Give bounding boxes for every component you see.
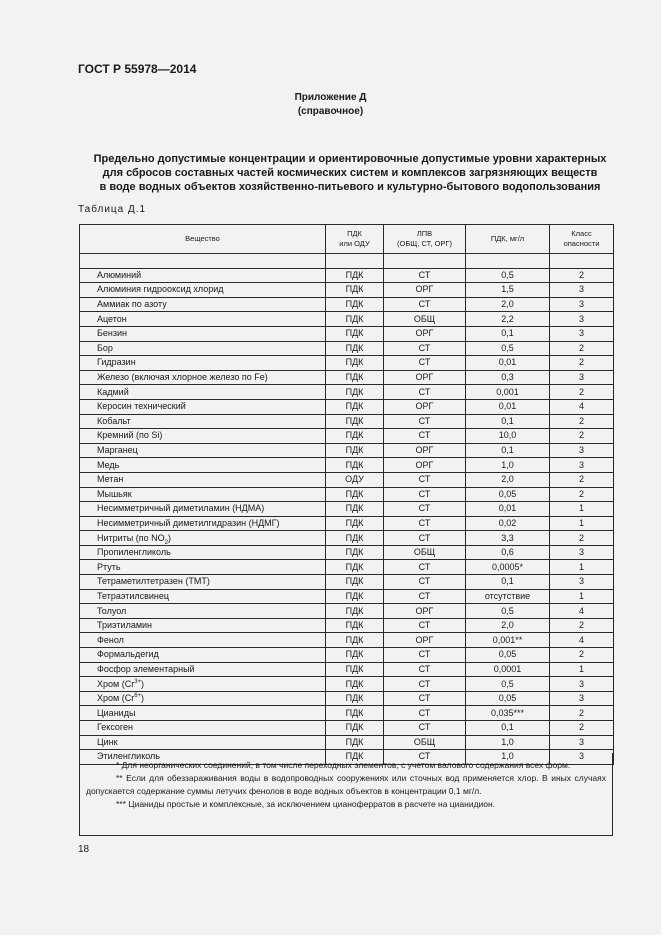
pdk-odu-cell: ПДК: [326, 283, 384, 298]
lpv-cell: ОБЩ: [384, 545, 466, 560]
pdk-odu-cell: ПДК: [326, 370, 384, 385]
lpv-cell: СТ: [384, 691, 466, 706]
pdk-value-cell: 0,5: [466, 677, 550, 692]
pdk-odu-cell: ПДК: [326, 502, 384, 517]
lpv-cell: СТ: [384, 618, 466, 633]
table-row: [80, 721, 614, 736]
hazard-class-cell: 2: [550, 721, 614, 736]
table-row: [80, 589, 614, 604]
pdk-value-cell: 0,1: [466, 575, 550, 590]
hazard-class-cell: 2: [550, 341, 614, 356]
pdk-value-cell: 10,0: [466, 429, 550, 444]
pdk-odu-cell: ПДК: [326, 575, 384, 590]
header-lpv: ЛПВ (ОБЩ, СТ, ОРГ): [384, 225, 466, 254]
substance-cell: Пропиленгликоль: [80, 545, 326, 560]
hazard-class-cell: 3: [550, 283, 614, 298]
header-pdk-mg: ПДК, мг/л: [466, 225, 550, 254]
hazard-class-cell: 3: [550, 575, 614, 590]
header-hazard-class: Класс опасности: [550, 225, 614, 254]
hazard-class-cell: 3: [550, 750, 614, 765]
substance-cell: Гидразин: [80, 356, 326, 371]
hazard-class-cell: 2: [550, 487, 614, 502]
pdk-value-cell: 2,0: [466, 472, 550, 487]
table-row: [80, 575, 614, 590]
pdk-value-cell: 0,6: [466, 545, 550, 560]
substance-cell: Цинк: [80, 735, 326, 750]
pdk-odu-cell: ПДК: [326, 385, 384, 400]
pdk-odu-cell: ПДК: [326, 356, 384, 371]
pdk-value-cell: 0,01: [466, 502, 550, 517]
substance-cell: Гексоген: [80, 721, 326, 736]
pdk-odu-cell: ПДК: [326, 458, 384, 473]
table-row: [80, 633, 614, 648]
pdk-odu-cell: ПДК: [326, 297, 384, 312]
substance-cell: Формальдегид: [80, 648, 326, 663]
hazard-class-cell: 2: [550, 472, 614, 487]
superscript: 3+: [134, 678, 142, 685]
pdk-value-cell: 2,0: [466, 618, 550, 633]
pdk-value-cell: 2,0: [466, 297, 550, 312]
substance-cell: Ртуть: [80, 560, 326, 575]
pdk-odu-cell: ПДК: [326, 735, 384, 750]
lpv-cell: СТ: [384, 589, 466, 604]
title-line-3: в воде водных объектов хозяйственно-питьевого и культурно-бытового водопользования: [99, 181, 601, 193]
pdk-value-cell: 1,0: [466, 735, 550, 750]
table-row: [80, 677, 614, 692]
pdk-value-cell: 0,0005*: [466, 560, 550, 575]
table-row: [80, 385, 614, 400]
table-caption: Таблица Д.1: [78, 204, 147, 215]
pdk-value-cell: 0,1: [466, 326, 550, 341]
lpv-cell: СТ: [384, 429, 466, 444]
lpv-cell: ОРГ: [384, 399, 466, 414]
pdk-odu-cell: ПДК: [326, 487, 384, 502]
hazard-class-cell: 3: [550, 297, 614, 312]
lpv-cell: ОРГ: [384, 283, 466, 298]
table-row: [80, 458, 614, 473]
substance-cell: Цианиды: [80, 706, 326, 721]
pdk-odu-cell: ПДК: [326, 589, 384, 604]
hazard-class-cell: 3: [550, 458, 614, 473]
substance-cell: Ацетон: [80, 312, 326, 327]
substance-cell: Алюминия гидрооксид хлорид: [80, 283, 326, 298]
lpv-cell: ОБЩ: [384, 312, 466, 327]
hazard-class-cell: 4: [550, 399, 614, 414]
lpv-cell: ОРГ: [384, 458, 466, 473]
hazard-class-cell: 2: [550, 531, 614, 546]
document-title: [60, 152, 640, 194]
substance-cell: Толуол: [80, 604, 326, 619]
page-number: 18: [78, 844, 90, 855]
pdk-value-cell: 0,5: [466, 604, 550, 619]
hazard-class-cell: 2: [550, 648, 614, 663]
table-row: [80, 297, 614, 312]
table-row: [80, 283, 614, 298]
table-row: [80, 604, 614, 619]
table-header-row: [80, 225, 614, 254]
lpv-cell: ОРГ: [384, 443, 466, 458]
pdk-odu-cell: ОДУ: [326, 472, 384, 487]
table-row: [80, 691, 614, 706]
hazard-class-cell: 3: [550, 545, 614, 560]
table-row: [80, 312, 614, 327]
table-row: [80, 414, 614, 429]
appendix-label: Приложение Д: [294, 92, 367, 103]
pdk-odu-cell: ПДК: [326, 531, 384, 546]
hazard-class-cell: 3: [550, 677, 614, 692]
table-row: [80, 443, 614, 458]
pdk-value-cell: 0,05: [466, 691, 550, 706]
pdk-odu-cell: ПДК: [326, 341, 384, 356]
substance-cell: Керосин технический: [80, 399, 326, 414]
substance-cell: Мышьяк: [80, 487, 326, 502]
pdk-value-cell: 0,01: [466, 356, 550, 371]
hazard-class-cell: 1: [550, 516, 614, 531]
pdk-odu-cell: ПДК: [326, 633, 384, 648]
hazard-class-cell: 3: [550, 326, 614, 341]
substance-cell: Медь: [80, 458, 326, 473]
table-row: [80, 735, 614, 750]
hazard-class-cell: 4: [550, 604, 614, 619]
hazard-class-cell: 3: [550, 443, 614, 458]
substance-cell: Нитриты (по $NO_2$): [80, 531, 326, 546]
lpv-cell: СТ: [384, 560, 466, 575]
superscript: 6+: [134, 693, 142, 700]
table-row: [80, 341, 614, 356]
pdk-odu-cell: ПДК: [326, 312, 384, 327]
pdk-value-cell: 0,05: [466, 648, 550, 663]
pdk-value-cell: 0,1: [466, 443, 550, 458]
pdk-value-cell: 0,02: [466, 516, 550, 531]
table-row: [80, 370, 614, 385]
pdk-value-cell: отсутствие: [466, 589, 550, 604]
hazard-class-cell: 2: [550, 356, 614, 371]
substance-cell: Этиленгликоль: [80, 750, 326, 765]
hazard-class-cell: 1: [550, 502, 614, 517]
title-line-1: Предельно допустимые концентрации и ориентировочные допустимые уровни характерных: [93, 153, 607, 165]
table-row: [80, 268, 614, 283]
pdk-value-cell: 1,5: [466, 283, 550, 298]
substance-cell: Кобальт: [80, 414, 326, 429]
pdk-value-cell: 0,0001: [466, 662, 550, 677]
table-row: [80, 662, 614, 677]
pdk-table: [79, 224, 614, 765]
pdk-odu-cell: ПДК: [326, 618, 384, 633]
header-separator: [80, 254, 614, 269]
standard-number: ГОСТ Р 55978—2014: [78, 62, 197, 76]
table-notes: [79, 753, 613, 836]
lpv-cell: СТ: [384, 385, 466, 400]
lpv-cell: СТ: [384, 297, 466, 312]
pdk-odu-cell: ПДК: [326, 268, 384, 283]
substance-cell: Кремний (по Si): [80, 429, 326, 444]
table-row: [80, 356, 614, 371]
lpv-cell: СТ: [384, 750, 466, 765]
pdk-value-cell: 3,3: [466, 531, 550, 546]
table-row: [80, 516, 614, 531]
lpv-cell: ОРГ: [384, 326, 466, 341]
substance-cell: Тетраметилтетразен (ТМТ): [80, 575, 326, 590]
pdk-value-cell: 0,001**: [466, 633, 550, 648]
pdk-odu-cell: ПДК: [326, 545, 384, 560]
appendix-status: (справочное): [297, 106, 364, 117]
table-row: [80, 326, 614, 341]
pdk-odu-cell: ПДК: [326, 604, 384, 619]
lpv-cell: ОБЩ: [384, 735, 466, 750]
lpv-cell: СТ: [384, 268, 466, 283]
table-row: [80, 472, 614, 487]
pdk-odu-cell: ПДК: [326, 414, 384, 429]
hazard-class-cell: 4: [550, 633, 614, 648]
pdk-odu-cell: ПДК: [326, 399, 384, 414]
lpv-cell: ОРГ: [384, 370, 466, 385]
table-row: [80, 648, 614, 663]
lpv-cell: СТ: [384, 706, 466, 721]
table-row: [80, 487, 614, 502]
lpv-cell: СТ: [384, 575, 466, 590]
hazard-class-cell: 3: [550, 735, 614, 750]
table-row: [80, 618, 614, 633]
lpv-cell: СТ: [384, 341, 466, 356]
lpv-cell: СТ: [384, 502, 466, 517]
substance-cell: Метан: [80, 472, 326, 487]
pdk-odu-cell: ПДК: [326, 721, 384, 736]
table-row: [80, 399, 614, 414]
pdk-odu-cell: ПДК: [326, 326, 384, 341]
substance-cell: Фенол: [80, 633, 326, 648]
lpv-cell: СТ: [384, 472, 466, 487]
pdk-odu-cell: ПДК: [326, 429, 384, 444]
hazard-class-cell: 2: [550, 618, 614, 633]
pdk-odu-cell: ПДК: [326, 750, 384, 765]
lpv-cell: СТ: [384, 648, 466, 663]
pdk-value-cell: 1,0: [466, 750, 550, 765]
pdk-value-cell: 1,0: [466, 458, 550, 473]
lpv-cell: СТ: [384, 662, 466, 677]
substance-cell: Кадмий: [80, 385, 326, 400]
pdk-odu-cell: ПДК: [326, 691, 384, 706]
table-row: [80, 531, 614, 546]
table-row: [80, 706, 614, 721]
substance-cell: Несимметричный диметиламин (НДМА): [80, 502, 326, 517]
hazard-class-cell: 2: [550, 268, 614, 283]
pdk-odu-cell: ПДК: [326, 677, 384, 692]
lpv-cell: СТ: [384, 414, 466, 429]
pdk-value-cell: 0,1: [466, 721, 550, 736]
title-line-2: для сбросов составных частей космических систем и комплексов загрязняющих веществ: [102, 167, 598, 179]
subscript: 2: [164, 539, 168, 546]
table-row: [80, 429, 614, 444]
hazard-class-cell: 1: [550, 560, 614, 575]
substance-cell: Тетраэтилсвинец: [80, 589, 326, 604]
appendix-heading: [0, 91, 661, 119]
pdk-value-cell: 2,2: [466, 312, 550, 327]
hazard-class-cell: 3: [550, 312, 614, 327]
hazard-class-cell: 2: [550, 429, 614, 444]
hazard-class-cell: 3: [550, 370, 614, 385]
pdk-value-cell: 0,5: [466, 341, 550, 356]
pdk-odu-cell: ПДК: [326, 560, 384, 575]
lpv-cell: СТ: [384, 487, 466, 502]
substance-cell: Несимметричный диметилгидразин (НДМГ): [80, 516, 326, 531]
hazard-class-cell: 2: [550, 706, 614, 721]
note-1: * Для неорганических соединений, в том числе переходных элементов, с учетом валового содержания всех форм.: [116, 760, 571, 770]
table-row: [80, 560, 614, 575]
substance-cell: Аммиак по азоту: [80, 297, 326, 312]
pdk-value-cell: 0,001: [466, 385, 550, 400]
substance-cell: Марганец: [80, 443, 326, 458]
header-substance: Вещество: [80, 225, 326, 254]
hazard-class-cell: 1: [550, 589, 614, 604]
pdk-value-cell: 0,1: [466, 414, 550, 429]
table-body: [80, 254, 614, 765]
substance-cell: Хром $(Cr^{3+})$: [80, 677, 326, 692]
substance-cell: Фосфор элементарный: [80, 662, 326, 677]
hazard-class-cell: 1: [550, 662, 614, 677]
substance-cell: Железо (включая хлорное железо по Fe): [80, 370, 326, 385]
table-row: [80, 545, 614, 560]
substance-cell: Триэтиламин: [80, 618, 326, 633]
lpv-cell: ОРГ: [384, 633, 466, 648]
lpv-cell: СТ: [384, 356, 466, 371]
lpv-cell: СТ: [384, 531, 466, 546]
hazard-class-cell: 3: [550, 691, 614, 706]
lpv-cell: СТ: [384, 721, 466, 736]
substance-cell: Хром $(Cr^{6+})$: [80, 691, 326, 706]
note-3: *** Цианиды простые и комплексные, за исключением цианоферратов в расчете на цианидион.: [116, 799, 496, 809]
pdk-value-cell: 0,035***: [466, 706, 550, 721]
lpv-cell: СТ: [384, 677, 466, 692]
hazard-class-cell: 2: [550, 385, 614, 400]
pdk-value-cell: 0,01: [466, 399, 550, 414]
lpv-cell: ОРГ: [384, 604, 466, 619]
pdk-value-cell: 0,05: [466, 487, 550, 502]
pdk-value-cell: 0,3: [466, 370, 550, 385]
substance-cell: Бензин: [80, 326, 326, 341]
pdk-odu-cell: ПДК: [326, 662, 384, 677]
pdk-odu-cell: ПДК: [326, 706, 384, 721]
substance-cell: Алюминий: [80, 268, 326, 283]
table-row: [80, 502, 614, 517]
pdk-odu-cell: ПДК: [326, 443, 384, 458]
pdk-odu-cell: ПДК: [326, 516, 384, 531]
note-2: ** Если для обеззараживания воды в водопроводных сооружениях или сточных вод применяется хлор. В иных случаях допускается содержание суммы летучих фенолов в воде водных объектов в концентрации 0,1 мг/л.: [86, 773, 606, 796]
hazard-class-cell: 2: [550, 414, 614, 429]
pdk-odu-cell: ПДК: [326, 648, 384, 663]
header-pdk-odu: ПДК или ОДУ: [326, 225, 384, 254]
lpv-cell: СТ: [384, 516, 466, 531]
substance-cell: Бор: [80, 341, 326, 356]
pdk-value-cell: 0,5: [466, 268, 550, 283]
